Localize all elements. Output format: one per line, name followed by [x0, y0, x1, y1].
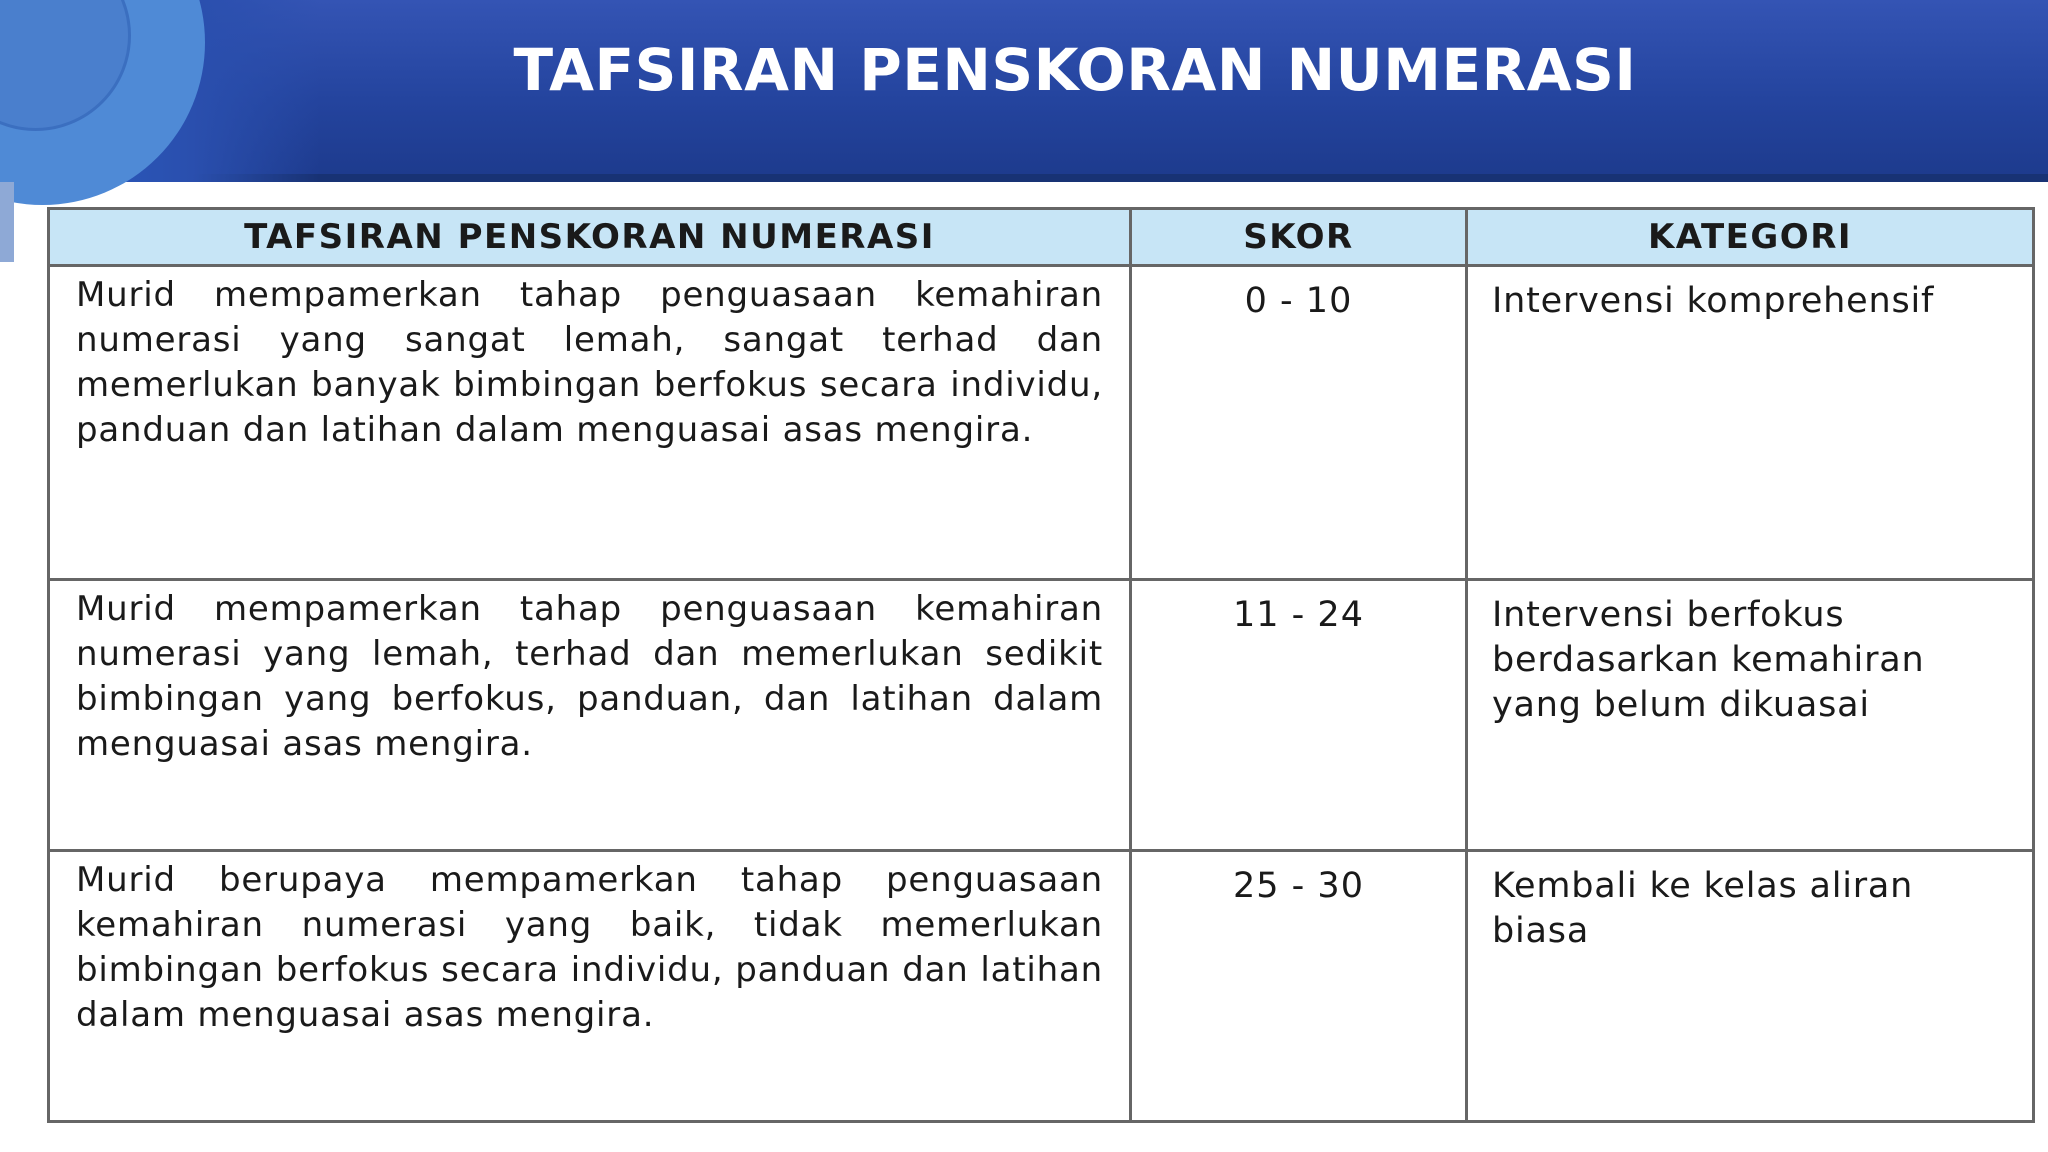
row-score: 25 - 30	[1131, 851, 1467, 1122]
decorative-strip	[0, 182, 14, 262]
row-category: Intervensi komprehensif	[1467, 266, 2034, 580]
table-header-row	[49, 209, 2034, 266]
row-description: Murid mempamerkan tahap penguasaan kemahiran numerasi yang lemah, terhad dan memerlukan sedikit bimbingan yang berfokus, panduan, dan latihan dalam menguasai asas mengira.	[49, 580, 1131, 851]
table-row	[49, 851, 2034, 1122]
row-description: Murid berupaya mempamerkan tahap penguasaan kemahiran numerasi yang baik, tidak memerlukan bimbingan berfokus secara individu, panduan dan latihan dalam menguasai asas mengira.	[49, 851, 1131, 1122]
table-row	[49, 580, 2034, 851]
row-score: 11 - 24	[1131, 580, 1467, 851]
header-interpretation: TAFSIRAN PENSKORAN NUMERASI	[49, 209, 1131, 266]
row-category: Intervensi berfokus berdasarkan kemahiran yang belum dikuasai	[1467, 580, 2034, 851]
table-row	[49, 266, 2034, 580]
row-score: 0 - 10	[1131, 266, 1467, 580]
header-category: KATEGORI	[1467, 209, 2034, 266]
header-score: SKOR	[1131, 209, 1467, 266]
row-description: Murid mempamerkan tahap penguasaan kemahiran numerasi yang sangat lemah, sangat terhad dan memerlukan banyak bimbingan berfokus secara individu, panduan dan latihan dalam menguasai asas mengira.	[49, 266, 1131, 580]
score-interpretation-table	[47, 207, 2035, 1123]
page-title: TAFSIRAN PENSKORAN NUMERASI	[513, 36, 1637, 104]
row-category: Kembali ke kelas aliran biasa	[1467, 851, 2034, 1122]
